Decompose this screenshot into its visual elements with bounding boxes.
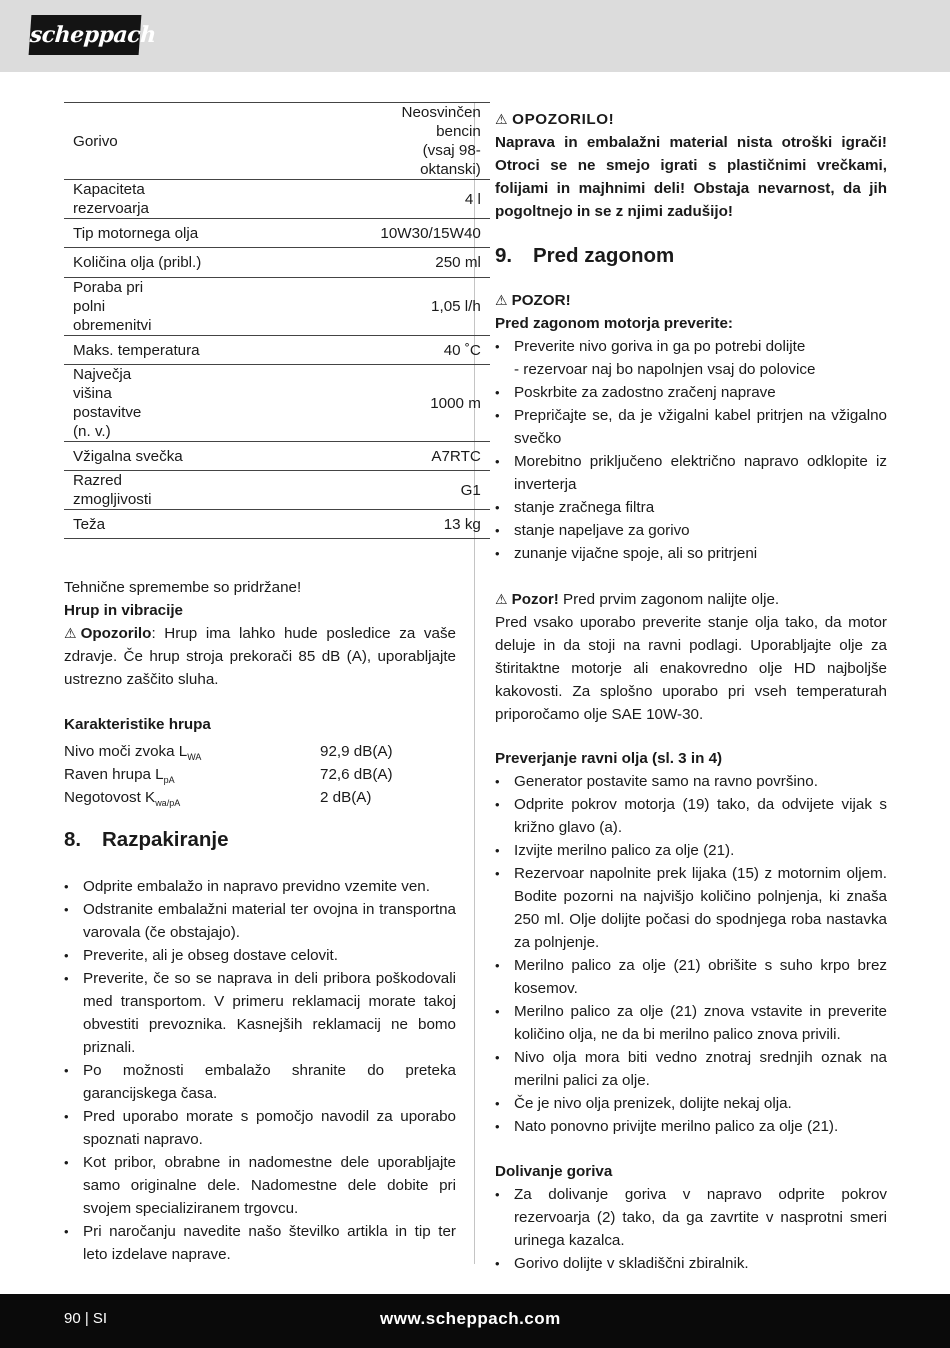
noise-heading: Hrup in vibracije	[64, 602, 184, 619]
spec-label: Največja višina postavitve (n. v.)	[64, 365, 212, 442]
noise-row	[64, 740, 456, 763]
right-column	[495, 108, 887, 1275]
website-link[interactable]: www.scheppach.com	[380, 1309, 561, 1328]
pozor-title: ⚠ POZOR!	[495, 289, 887, 312]
spec-label: Maks. temperatura	[64, 336, 212, 365]
list-item: • Merilno palico za olje (21) znova vstavite in preverite količino olja, ne da bi merilno palico znova privili.	[495, 1000, 887, 1046]
check-heading: Pred zagonom motorja preverite:	[495, 315, 733, 332]
left-column	[64, 102, 481, 1266]
noise-label: Raven hrupa L	[64, 766, 164, 783]
warning-triangle-icon: ⚠	[495, 111, 509, 127]
pozor-oil-note: ⚠ Pozor! Pred prvim zagonom nalijte olje.	[495, 588, 887, 611]
spec-value: 40 ˚C	[212, 336, 490, 365]
spec-value: 1,05 l/h	[212, 278, 490, 336]
spec-value: A7RTC	[212, 442, 490, 471]
list-item: • Odprite pokrov motorja (19) tako, da odvijete vijak s križno glavo (a).	[495, 793, 887, 839]
check-first-continuation: - rezervoar naj bo napolnjen vsaj do polovice	[514, 361, 816, 378]
noise-value: 92,9 dB(A)	[320, 743, 393, 760]
noise-subscript: WA	[187, 752, 202, 762]
noise-value: 72,6 dB(A)	[320, 766, 393, 783]
spec-value: 1000 m	[212, 365, 490, 442]
noise-char-heading: Karakteristike hrupa	[64, 716, 211, 733]
section-title: Pred zagonom	[533, 244, 675, 267]
spec-label: Količina olja (pribl.)	[64, 248, 212, 278]
table-row	[64, 471, 490, 510]
oil-paragraph: Pred vsako uporabo preverite stanje olja tako, da motor deluje in da stoji na ravni podlagi. Uporabljajte olje za štiritaktne motorje ali enakovredno olje HD najboljše kakovosti. Za splošno uporabo pri vseh temperaturah priporočamo olje SAE 10W-30.	[495, 614, 887, 723]
list-item: • Morebitno priključeno električno napravo odklopite iz inverterja	[495, 450, 887, 496]
noise-warning-label: Opozorilo	[80, 625, 152, 642]
noise-subscript: pA	[163, 775, 175, 785]
noise-row	[64, 786, 456, 809]
table-row	[64, 103, 490, 180]
list-item: • Gorivo dolijte v skladiščni zbiralnik.	[495, 1252, 887, 1275]
section-number: 8.	[64, 828, 82, 851]
list-item: • Odprite embalažo in napravo previdno vzemite ven.	[64, 875, 456, 898]
check-list	[495, 335, 887, 358]
list-item: • Če je nivo olja prenizek, dolijte nekaj olja.	[495, 1092, 887, 1115]
list-item: • Pri naročanju navedite našo številko artikla in tip ter leto izdelave naprave.	[64, 1220, 456, 1266]
list-item: • Merilno palico za olje (21) obrišite s suho krpo brez kosemov.	[495, 954, 887, 1000]
list-item: • Generator postavite samo na ravno površino.	[495, 770, 887, 793]
list-item: • Kot pribor, obrabne in nadomestne dele uporabljajte samo originalne dele. Nadomestne dele dobite pri svojem specializiranem trgovcu.	[64, 1151, 456, 1220]
oil-level-heading: Preverjanje ravni olja (sl. 3 in 4)	[495, 750, 723, 767]
page-footer	[0, 1294, 950, 1348]
noise-warning-text: : Hrup ima lahko hude posledice za vaše zdravje. Če hrup stroja prekorači 85 dB (A), uporabljajte ustrezno zaščito sluha.	[64, 625, 456, 688]
check-list-more	[495, 381, 887, 565]
noise-warning	[64, 622, 456, 691]
warning-triangle-icon: ⚠	[64, 625, 77, 641]
spec-label: Kapaciteta rezervoarja	[64, 180, 212, 219]
oil-level-list	[495, 770, 887, 1138]
list-item: • Preverite, ali je obseg dostave celovit.	[64, 944, 456, 967]
noise-subscript: wa/pA	[155, 798, 181, 808]
warning-triangle-icon: ⚠	[495, 292, 508, 308]
list-item: • Pred uporabo morate s pomočjo navodil za uporabo spoznati napravo.	[64, 1105, 456, 1151]
noise-row	[64, 763, 456, 786]
noise-label: Nivo moči zvoka L	[64, 743, 188, 760]
spec-table	[64, 102, 490, 539]
spec-label: Tip motornega olja	[64, 219, 212, 248]
spec-value: 4 l	[212, 180, 490, 219]
warning-title: ⚠ OPOZORILO!	[495, 108, 887, 131]
spec-label: Teža	[64, 510, 212, 539]
section-number: 9.	[495, 244, 513, 267]
section-8-heading	[64, 827, 456, 853]
spec-value: G1	[212, 471, 490, 510]
list-item: • Odstranite embalažni material ter ovojna in transportna varovala (če obstajajo).	[64, 898, 456, 944]
list-item: • Preverite nivo goriva in ga po potrebi dolijte	[495, 335, 887, 358]
list-item: • Za dolivanje goriva v napravo odprite pokrov rezervoarja (2) tako, da ga zavrtite v nasprotni smeri urinega kazalca.	[495, 1183, 887, 1252]
warning-triangle-icon: ⚠	[495, 591, 508, 607]
spec-label: Gorivo	[64, 103, 212, 180]
warning-text: Naprava in embalažni material nista otroški igrači! Otroci se ne smejo igrati s plastičnimi vrečkami, folijami in majhnimi deli! Obstaja nevarnost, da jih pogoltnejo in se z njimi zadušijo!	[495, 134, 887, 220]
spec-value: 250 ml	[212, 248, 490, 278]
spec-label: Vžigalna svečka	[64, 442, 212, 471]
section-9-heading	[495, 243, 887, 269]
fuel-list	[495, 1183, 887, 1275]
list-item: • Rezervoar napolnite prek lijaka (15) z motornim oljem. Bodite pozorni na najvišjo količino polnjenja, ki znaša 250 ml. Olje dolijte počasi do spodnjega roba nastavka za polnjenje.	[495, 862, 887, 954]
list-item: • Nivo olja mora biti vedno znotraj srednjih oznak na merilni palici za olje.	[495, 1046, 887, 1092]
table-row	[64, 278, 490, 336]
noise-label: Negotovost K	[64, 789, 156, 806]
scheppach-logo: scheppach	[29, 15, 142, 55]
list-item: • Nato ponovno privijte merilno palico za olje (21).	[495, 1115, 887, 1138]
spec-value: 13 kg	[212, 510, 490, 539]
spec-label: Razred zmogljivosti	[64, 471, 212, 510]
table-row	[64, 510, 490, 539]
section-title: Razpakiranje	[102, 828, 229, 851]
table-row	[64, 219, 490, 248]
unpacking-list	[64, 875, 456, 1266]
spec-value: Neosvinčen bencin (vsaj 98-oktanski)	[212, 103, 490, 180]
list-item: • Po možnosti embalažo shranite do preteka garancijskega časa.	[64, 1059, 456, 1105]
table-row	[64, 336, 490, 365]
list-item: • Preverite, če so se naprava in deli pribora poškodovali med transportom. V primeru reklamacij morate takoj obvestiti prevoznika. Kasnejših reklamacij ne bomo priznali.	[64, 967, 456, 1059]
table-row	[64, 180, 490, 219]
noise-table	[64, 740, 456, 809]
list-item: • stanje zračnega filtra	[495, 496, 887, 519]
list-item: • Prepričajte se, da je vžigalni kabel pritrjen na vžigalno svečko	[495, 404, 887, 450]
list-item: • Poskrbite za zadostno zračenj naprave	[495, 381, 887, 404]
table-row	[64, 365, 490, 442]
spec-value: 10W30/15W40	[212, 219, 490, 248]
spec-label: Poraba pri polni obremenitvi	[64, 278, 212, 336]
noise-value: 2 dB(A)	[320, 789, 372, 806]
list-item: • zunanje vijačne spoje, ali so pritrjeni	[495, 542, 887, 565]
table-row	[64, 442, 490, 471]
fuel-heading: Dolivanje goriva	[495, 1163, 613, 1180]
pozor-label: Pozor!	[511, 591, 559, 608]
tech-changes-note: Tehnične spremembe so pridržane!	[64, 579, 302, 596]
table-row	[64, 248, 490, 278]
list-item: • Izvijte merilno palico za olje (21).	[495, 839, 887, 862]
page-number: 90 | SI	[64, 1310, 108, 1327]
list-item: • stanje napeljave za gorivo	[495, 519, 887, 542]
page-header	[0, 0, 950, 72]
